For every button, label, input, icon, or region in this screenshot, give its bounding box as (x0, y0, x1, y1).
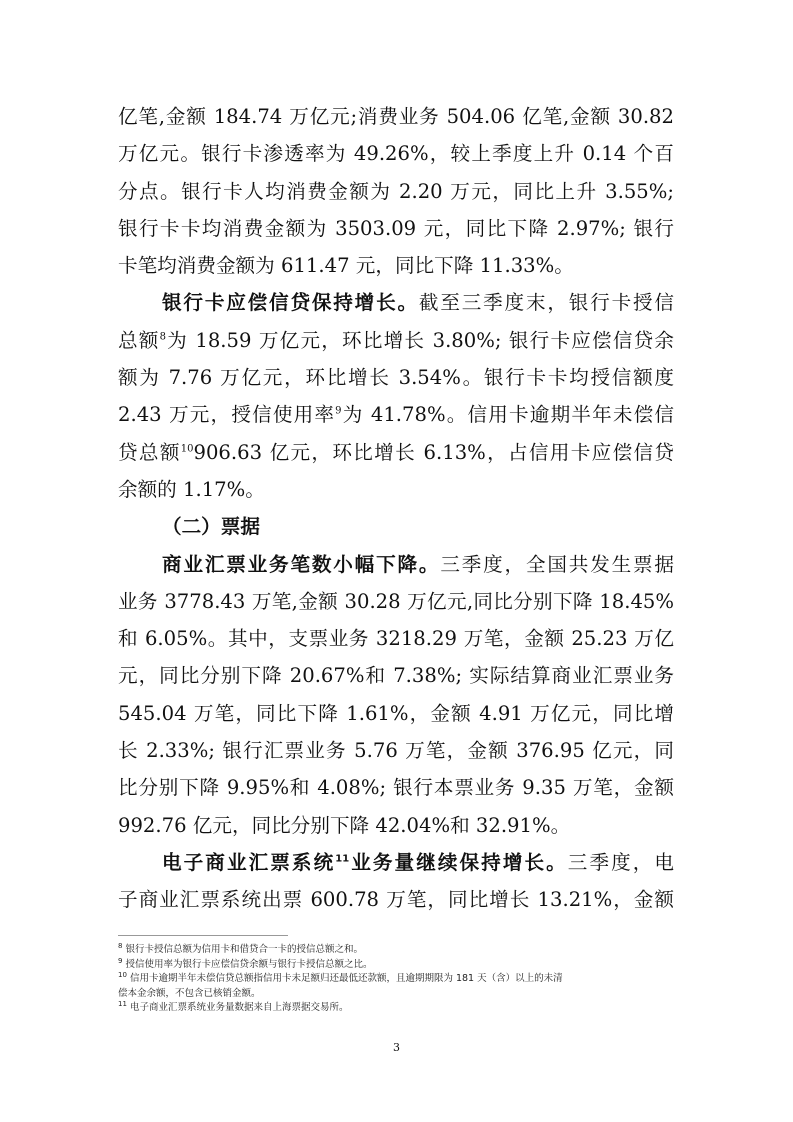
paragraph-line: 银行卡卡均消费金额为 3503.09 元，同比下降 2.97%; 银行 (118, 216, 674, 240)
paragraph-text: 三季度，电 (567, 850, 675, 874)
paragraph-text: 贷总额 (118, 440, 181, 464)
footnote-mark: 9 (118, 956, 123, 965)
paragraph-text: 截至三季度末，银行卡授信 (418, 291, 675, 315)
footnote-ref-10[interactable]: 10 (180, 443, 194, 455)
paragraph-line (118, 396, 674, 433)
paragraph-line: 和 6.05%。其中，支票业务 3218.29 万笔，金额 25.23 万亿 (118, 627, 674, 651)
paragraph-line: 子商业汇票系统出票 600.78 万笔，同比增长 13.21%，金额 (118, 888, 674, 912)
paragraph-line (118, 284, 674, 321)
footnote-8 (118, 943, 674, 958)
paragraph-line: 比分别下降 9.95%和 4.08%; 银行本票业务 9.35 万笔，金额 (118, 776, 674, 800)
document-body (118, 98, 674, 919)
footnote-text: 信用卡逾期半年未偿信贷总额指信用卡未足额归还最低还款额，且逾期期限为 181 天（含）以上的未清 (129, 973, 563, 985)
paragraph-lead-heading: 电子商业汇票系统 (162, 850, 336, 874)
footnote-ref-8[interactable]: 8 (159, 331, 166, 343)
paragraph-line: 额为 7.76 万亿元，环比增长 3.54%。银行卡卡均授信额度 (118, 366, 674, 390)
paragraph-line (118, 434, 674, 471)
paragraph-text: 三季度，全国共发生票据 (440, 552, 675, 576)
footnote-mark: 10 (118, 971, 127, 980)
paragraph-text: 总额 (118, 328, 160, 352)
footnote-divider (118, 935, 288, 936)
paragraph-text: 906.63 亿元，环比增长 6.13%，占信用卡应偿信贷 (193, 440, 675, 464)
paragraph-text: 为 18.59 万亿元，环比增长 3.80%; 银行卡应偿信贷余 (165, 328, 674, 352)
paragraph-line (118, 546, 674, 583)
footnote-ref-9[interactable]: 9 (335, 405, 342, 417)
footnote-11 (118, 1001, 674, 1016)
paragraph-line: 分点。银行卡人均消费金额为 2.20 万元，同比上升 3.55%; (118, 179, 674, 203)
paragraph-line: 卡笔均消费金额为 611.47 元，同比下降 11.33%。 (118, 254, 574, 278)
footnote-ref-11[interactable]: 11 (335, 853, 350, 865)
footnote-text: 电子商业汇票系统业务量数据来自上海票据交易所。 (129, 1002, 349, 1014)
page-number: 3 (393, 1041, 400, 1054)
footnote-text: 偿本金余额，不包含已核销金额。 (118, 987, 261, 999)
footnotes (118, 943, 674, 1016)
section-heading: （二）票据 (162, 515, 260, 539)
paragraph-line: 业务 3778.43 万笔,金额 30.28 万亿元,同比分别下降 18.45% (118, 589, 674, 613)
paragraph-line: 万亿元。银行卡渗透率为 49.26%，较上季度上升 0.14 个百 (118, 142, 674, 166)
paragraph-text: 为 41.78%。信用卡逾期半年未偿信 (341, 403, 674, 427)
paragraph-lead-heading: 业务量继续保持增长。 (349, 850, 568, 874)
paragraph-line: 992.76 亿元，同比分别下降 42.04%和 32.91%。 (118, 813, 571, 837)
paragraph-lead-heading: 银行卡应偿信贷保持增长。 (162, 291, 419, 315)
footnote-text: 银行卡授信总额为信用卡和借贷合一卡的授信总额之和。 (125, 944, 364, 955)
paragraph-line: 元，同比分别下降 20.67%和 7.38%; 实际结算商业汇票业务 (118, 664, 674, 688)
paragraph-text: 2.43 万元，授信使用率 (118, 403, 336, 427)
footnote-10 (118, 972, 674, 987)
footnote-text: 授信使用率为银行卡应偿信贷余额与银行卡授信总额之比。 (125, 958, 373, 970)
paragraph-lead-heading: 商业汇票业务笔数小幅下降。 (162, 552, 441, 576)
paragraph-line: 余额的 1.17%。 (118, 477, 265, 501)
footnote-10-continued (118, 987, 674, 1002)
paragraph-line (118, 322, 674, 359)
paragraph-line: 545.04 万笔，同比下降 1.61%，金额 4.91 万亿元，同比增 (118, 701, 674, 725)
paragraph-line: 长 2.33%; 银行汇票业务 5.76 万笔，金额 376.95 亿元，同 (118, 739, 674, 763)
footnote-mark: 11 (118, 1000, 127, 1009)
footnote-mark: 8 (118, 941, 123, 950)
paragraph-line: 亿笔,金额 184.74 万亿元;消费业务 504.06 亿笔,金额 30.82 (118, 105, 674, 128)
paragraph-line (118, 844, 674, 881)
footnote-9 (118, 958, 674, 973)
